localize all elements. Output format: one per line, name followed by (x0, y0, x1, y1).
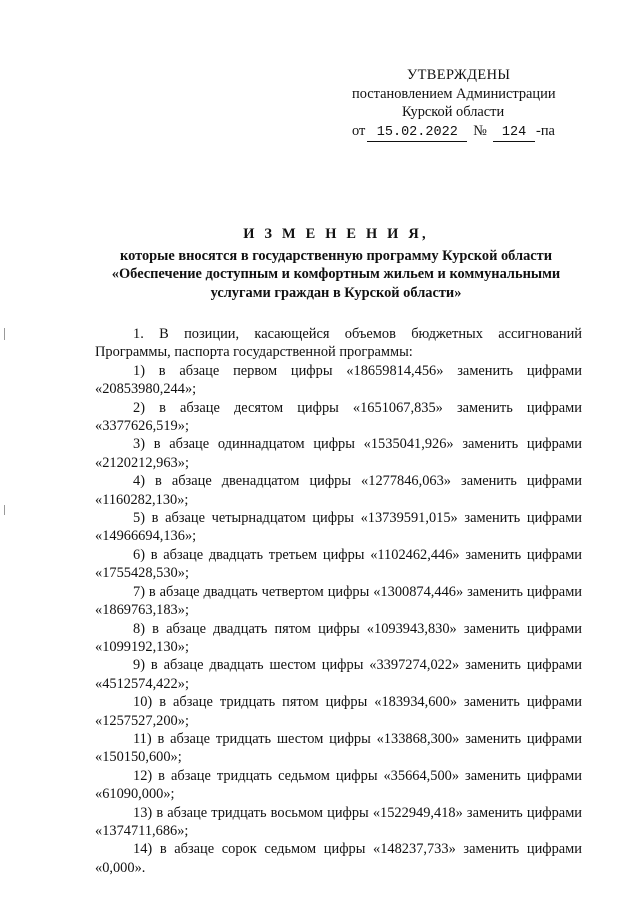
paragraph: 13) в абзаце тридцать восьмом цифры «1522949,418» заменить цифрами «1374711,686»; (95, 804, 582, 839)
document-heading (90, 225, 582, 302)
heading-title: И З М Е Н Е Н И Я, (243, 226, 429, 242)
decree-number: 124 (493, 125, 535, 142)
paragraph: 11) в абзаце тридцать шестом цифры «133868,300» заменить цифрами «150150,600»; (95, 730, 582, 766)
paragraph: 12) в абзаце тридцать седьмом цифры «35664,500» заменить цифрами «61090,000»; (95, 767, 582, 803)
decree-date: 15.02.2022 (367, 125, 467, 142)
scan-edge-mark (4, 505, 5, 515)
date-prefix: от (352, 122, 366, 139)
paragraph: 9) в абзаце двадцать шестом цифры «3397274,022» заменить цифрами «4512574,422»; (95, 657, 582, 692)
paragraph: 5) в абзаце четырнадцатом цифры «13739591,015» заменить цифрами «14966694,136»; (95, 510, 582, 545)
number-suffix: -па (536, 122, 555, 139)
paragraph: 8) в абзаце двадцать пятом цифры «1093943,830» заменить цифрами «1099192,130»; (95, 620, 582, 655)
paragraph: 1) в абзаце первом цифры «18659814,456» заменить цифрами «20853980,244»; (95, 362, 582, 398)
approval-authority: постановлением Администрации (352, 85, 556, 102)
heading-line-1: которые вносятся в государственную программу Курской области (119, 247, 553, 264)
paragraph: 7) в абзаце двадцать четвертом цифры «1300874,446» заменить цифрами «1869763,183»; (95, 583, 582, 619)
approval-region: Курской области (402, 104, 505, 121)
heading-line-2: «Обеспечение доступным и комфортным жильем и коммунальными (111, 266, 561, 283)
heading-line-3: услугами граждан в Курской области» (210, 284, 462, 301)
paragraph: 1. В позиции, касающейся объемов бюджетных ассигнований Программы, паспорта государственной программы: (95, 326, 582, 361)
paragraph: 4) в абзаце двенадцатом цифры «1277846,063» заменить цифрами «1160282,130»; (95, 473, 582, 508)
amendments-body (95, 325, 582, 877)
paragraph: 6) в абзаце двадцать третьем цифры «1102462,446» заменить цифрами «1755428,530»; (95, 546, 582, 582)
approval-date-line (352, 122, 582, 142)
paragraph: 3) в абзаце одиннадцатом цифры «1535041,926» заменить цифрами «2120212,963»; (95, 436, 582, 471)
approval-block (352, 66, 582, 142)
approval-title: УТВЕРЖДЕНЫ (407, 67, 511, 83)
scan-edge-mark (4, 328, 5, 340)
number-sign: № (473, 122, 488, 139)
paragraph: 14) в абзаце сорок седьмом цифры «148237,733» заменить цифрами «0,000». (95, 841, 582, 876)
paragraph: 10) в абзаце тридцать пятом цифры «183934,600» заменить цифрами «1257527,200»; (95, 694, 582, 729)
paragraph: 2) в абзаце десятом цифры «1651067,835» заменить цифрами «3377626,519»; (95, 399, 582, 435)
